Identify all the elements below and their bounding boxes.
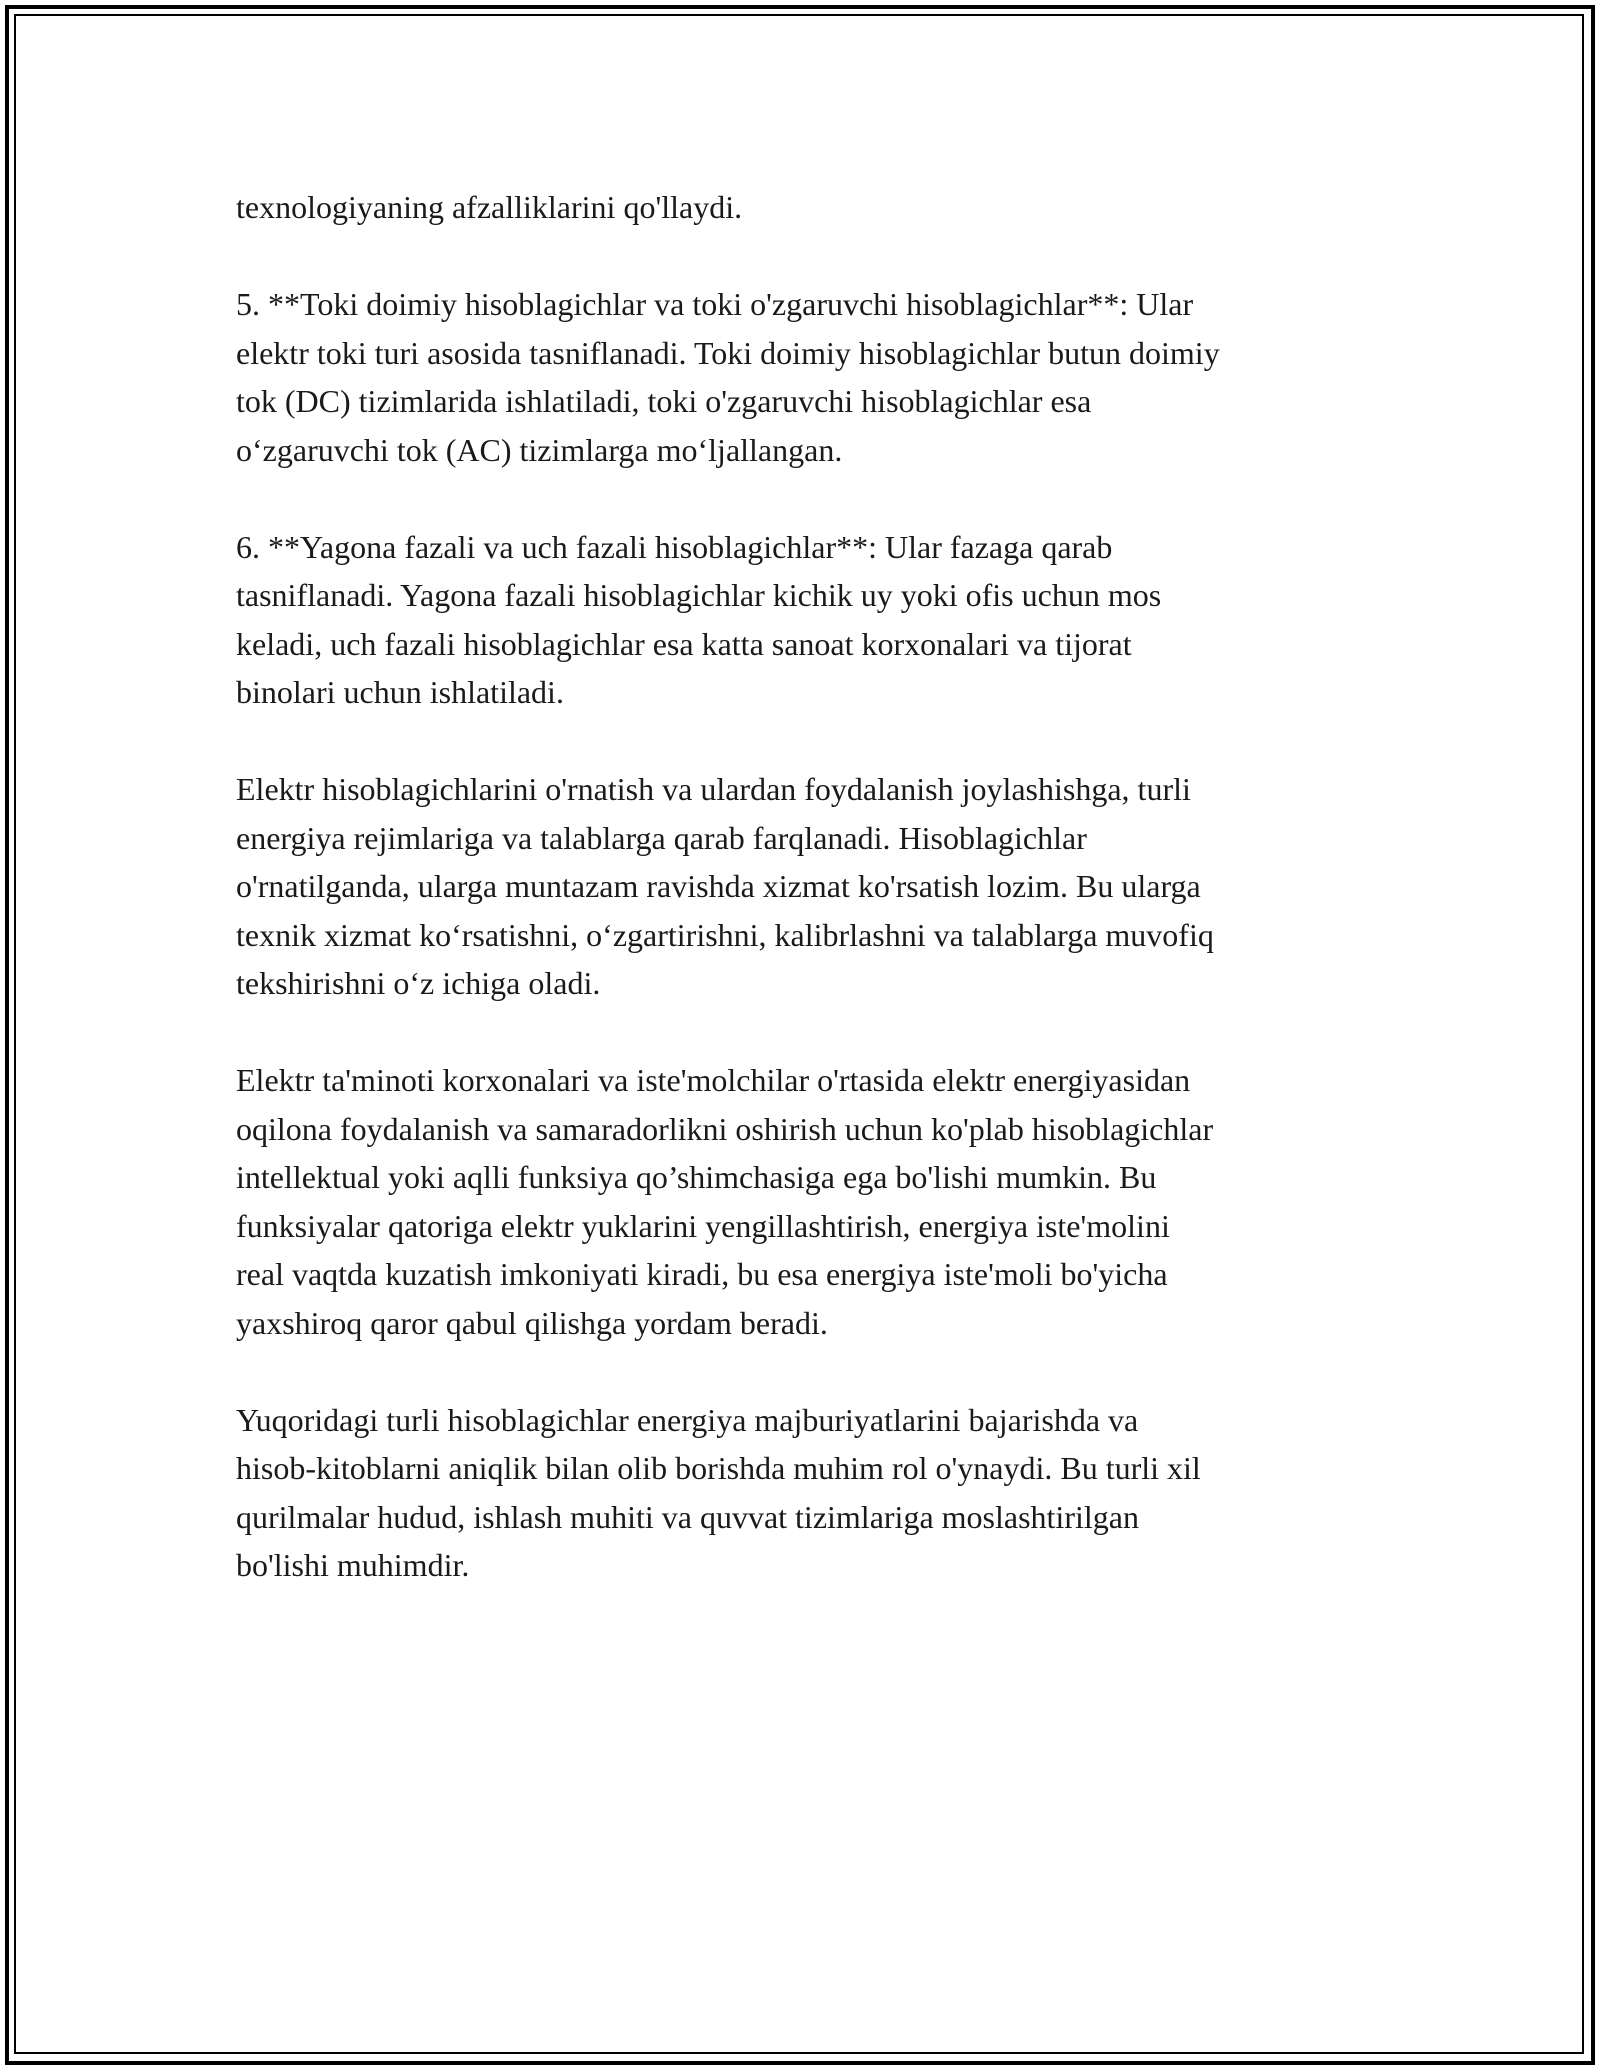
text-line: binolari uchun ishlatiladi. — [236, 674, 564, 710]
text-line: tasniflanadi. Yagona fazali hisoblagichlar kichik uy yoki ofis uchun mos — [236, 577, 1162, 613]
text-line: o‘zgaruvchi tok (AC) tizimlarga mo‘ljallangan. — [236, 431, 843, 468]
text-line: 6. **Yagona fazali va uch fazali hisoblagichlar**: Ular fazaga qarab — [236, 528, 1113, 565]
text-line: elektr toki turi asosida tasniflanadi. Toki doimiy hisoblagichlar butun doimiy — [236, 334, 1220, 371]
text-line: bo'lishi muhimdir. — [236, 1547, 470, 1583]
paragraph-conclusion — [236, 1396, 1376, 1590]
text-line: o'rnatilganda, ularga muntazam ravishda xizmat ko'rsatish lozim. Bu ularga — [236, 868, 1201, 904]
text-line: Elektr hisoblagichlarini o'rnatish va ulardan foydalanish joylashishga, turli — [236, 771, 1191, 807]
text-line: tekshirishni o‘z ichiga oladi. — [236, 965, 601, 1001]
text-line: real vaqtda kuzatish imkoniyati kiradi, bu esa energiya iste'moli bo'yicha — [236, 1256, 1168, 1292]
document-body — [236, 183, 1376, 1590]
text-line: keladi, uch fazali hisoblagichlar esa katta sanoat korxonalari va tijorat — [236, 625, 1132, 662]
text-line: qurilmalar hudud, ishlash muhiti va quvvat tizimlariga moslashtirilgan — [236, 1498, 1139, 1535]
text-line: tok (DC) tizimlarida ishlatiladi, toki o'zgaruvchi hisoblagichlar esa — [236, 383, 1092, 419]
text-line: Yuqoridagi turli hisoblagichlar energiya majburiyatlarini bajarishda va — [236, 1401, 1139, 1438]
paragraph-installation — [236, 765, 1376, 1008]
text-line: Elektr ta'minoti korxonalari va iste'molchilar o'rtasida elektr energiyasidan — [236, 1062, 1191, 1098]
paragraph-item-6 — [236, 523, 1376, 717]
text-line: texnologiyaning afzalliklarini qo'llaydi. — [236, 189, 743, 225]
paragraph-smart-meters — [236, 1056, 1376, 1347]
paragraph-item-5 — [236, 280, 1376, 474]
text-line: yaxshiroq qaror qabul qilishga yordam beradi. — [236, 1304, 828, 1341]
text-line: oqilona foydalanish va samaradorlikni oshirish uchun ko'plab hisoblagichlar — [236, 1110, 1214, 1147]
text-line: funksiyalar qatoriga elektr yuklarini yengillashtirish, energiya iste'molini — [236, 1207, 1170, 1244]
text-line: energiya rejimlariga va talablarga qarab farqlanadi. Hisoblagichlar — [236, 819, 1087, 856]
text-line: hisob-kitoblarni aniqlik bilan olib borishda muhim rol o'ynaydi. Bu turli xil — [236, 1450, 1201, 1486]
text-line: 5. **Toki doimiy hisoblagichlar va toki o'zgaruvchi hisoblagichlar**: Ular — [236, 286, 1194, 322]
text-line: intellektual yoki aqlli funksiya qo’shimchasiga ega bo'lishi mumkin. Bu — [236, 1159, 1157, 1195]
paragraph-continuation — [236, 183, 1376, 232]
text-line: texnik xizmat ko‘rsatishni, o‘zgartirishni, kalibrlashni va talablarga muvofiq — [236, 916, 1214, 953]
